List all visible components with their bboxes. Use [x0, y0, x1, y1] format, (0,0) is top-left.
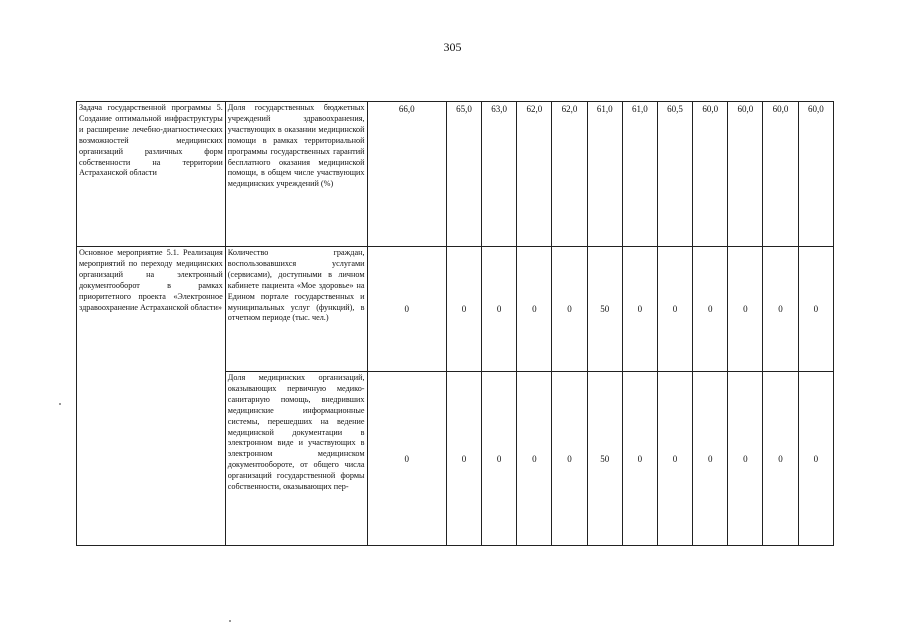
value-cell: 0 [552, 372, 587, 546]
value-cell: 65,0 [446, 102, 481, 247]
value-cell: 60,5 [657, 102, 692, 247]
value-cell: 62,0 [517, 102, 552, 247]
value-cell: 0 [798, 247, 833, 372]
indicator-cell: Доля медицинских организаций, оказывающих первичную медико-санитарную помощь, внедривших медицинские информационные системы, перешедших на ведение медицинской документации в электронном виде и участвующих в электронном медицинском документообороте, от общего числа организаций государственной формы собственности, оказывающих пер- [225, 372, 367, 546]
value-cell: 63,0 [482, 102, 517, 247]
value-cell: 0 [482, 372, 517, 546]
value-cell: 0 [367, 372, 446, 546]
value-cell: 0 [622, 247, 657, 372]
value-cell: 0 [763, 247, 798, 372]
value-cell: 0 [446, 247, 481, 372]
value-cell: 0 [798, 372, 833, 546]
value-cell: 0 [367, 247, 446, 372]
value-cell: 0 [482, 247, 517, 372]
value-cell: 0 [763, 372, 798, 546]
table-row [77, 102, 834, 247]
value-cell: 60,0 [798, 102, 833, 247]
value-cell: 0 [728, 247, 763, 372]
value-cell: 62,0 [552, 102, 587, 247]
value-cell: 0 [446, 372, 481, 546]
value-cell: 50 [587, 247, 622, 372]
indicator-cell: Доля государственных бюджетных учреждений здравоохранения, участвующих в оказании медицинской помощи в рамках территориальной программы государственных гарантий бесплатного оказания медицинской помощи, в общем числе участвующих медицинских учреждений (%) [225, 102, 367, 247]
value-cell: 61,0 [622, 102, 657, 247]
value-cell: 60,0 [763, 102, 798, 247]
value-cell: 0 [657, 372, 692, 546]
scan-speck [229, 620, 231, 622]
value-cell: 61,0 [587, 102, 622, 247]
value-cell: 0 [693, 247, 728, 372]
value-cell: 0 [517, 372, 552, 546]
task-cell: Задача государственной программы 5. Создание оптимальной инфраструктуры и расширение лечебно-диагностических возможностей медицинских организаций различных форм собственности на территории Астраханской области [77, 102, 226, 247]
indicator-cell: Количество граждан, воспользовавшихся услугами (сервисами), доступными в личном кабинете пациента «Мое здоровье» на Едином портале государственных и муниципальных услуг (функций), в отчетном периоде (тыс. чел.) [225, 247, 367, 372]
indicator-table [76, 101, 834, 546]
value-cell: 0 [657, 247, 692, 372]
task-cell: Основное мероприятие 5.1. Реализация мероприятий по переходу медицинских организаций на электронный документооборот в рамках приоритетного проекта «Электронное здравоохранение Астраханской области» [77, 247, 226, 546]
table-row [77, 247, 834, 372]
value-cell: 66,0 [367, 102, 446, 247]
value-cell: 60,0 [693, 102, 728, 247]
value-cell: 0 [728, 372, 763, 546]
scan-speck [59, 403, 61, 405]
page-number: 305 [443, 40, 462, 54]
value-cell: 0 [517, 247, 552, 372]
value-cell: 50 [587, 372, 622, 546]
value-cell: 60,0 [728, 102, 763, 247]
value-cell: 0 [622, 372, 657, 546]
value-cell: 0 [552, 247, 587, 372]
value-cell: 0 [693, 372, 728, 546]
